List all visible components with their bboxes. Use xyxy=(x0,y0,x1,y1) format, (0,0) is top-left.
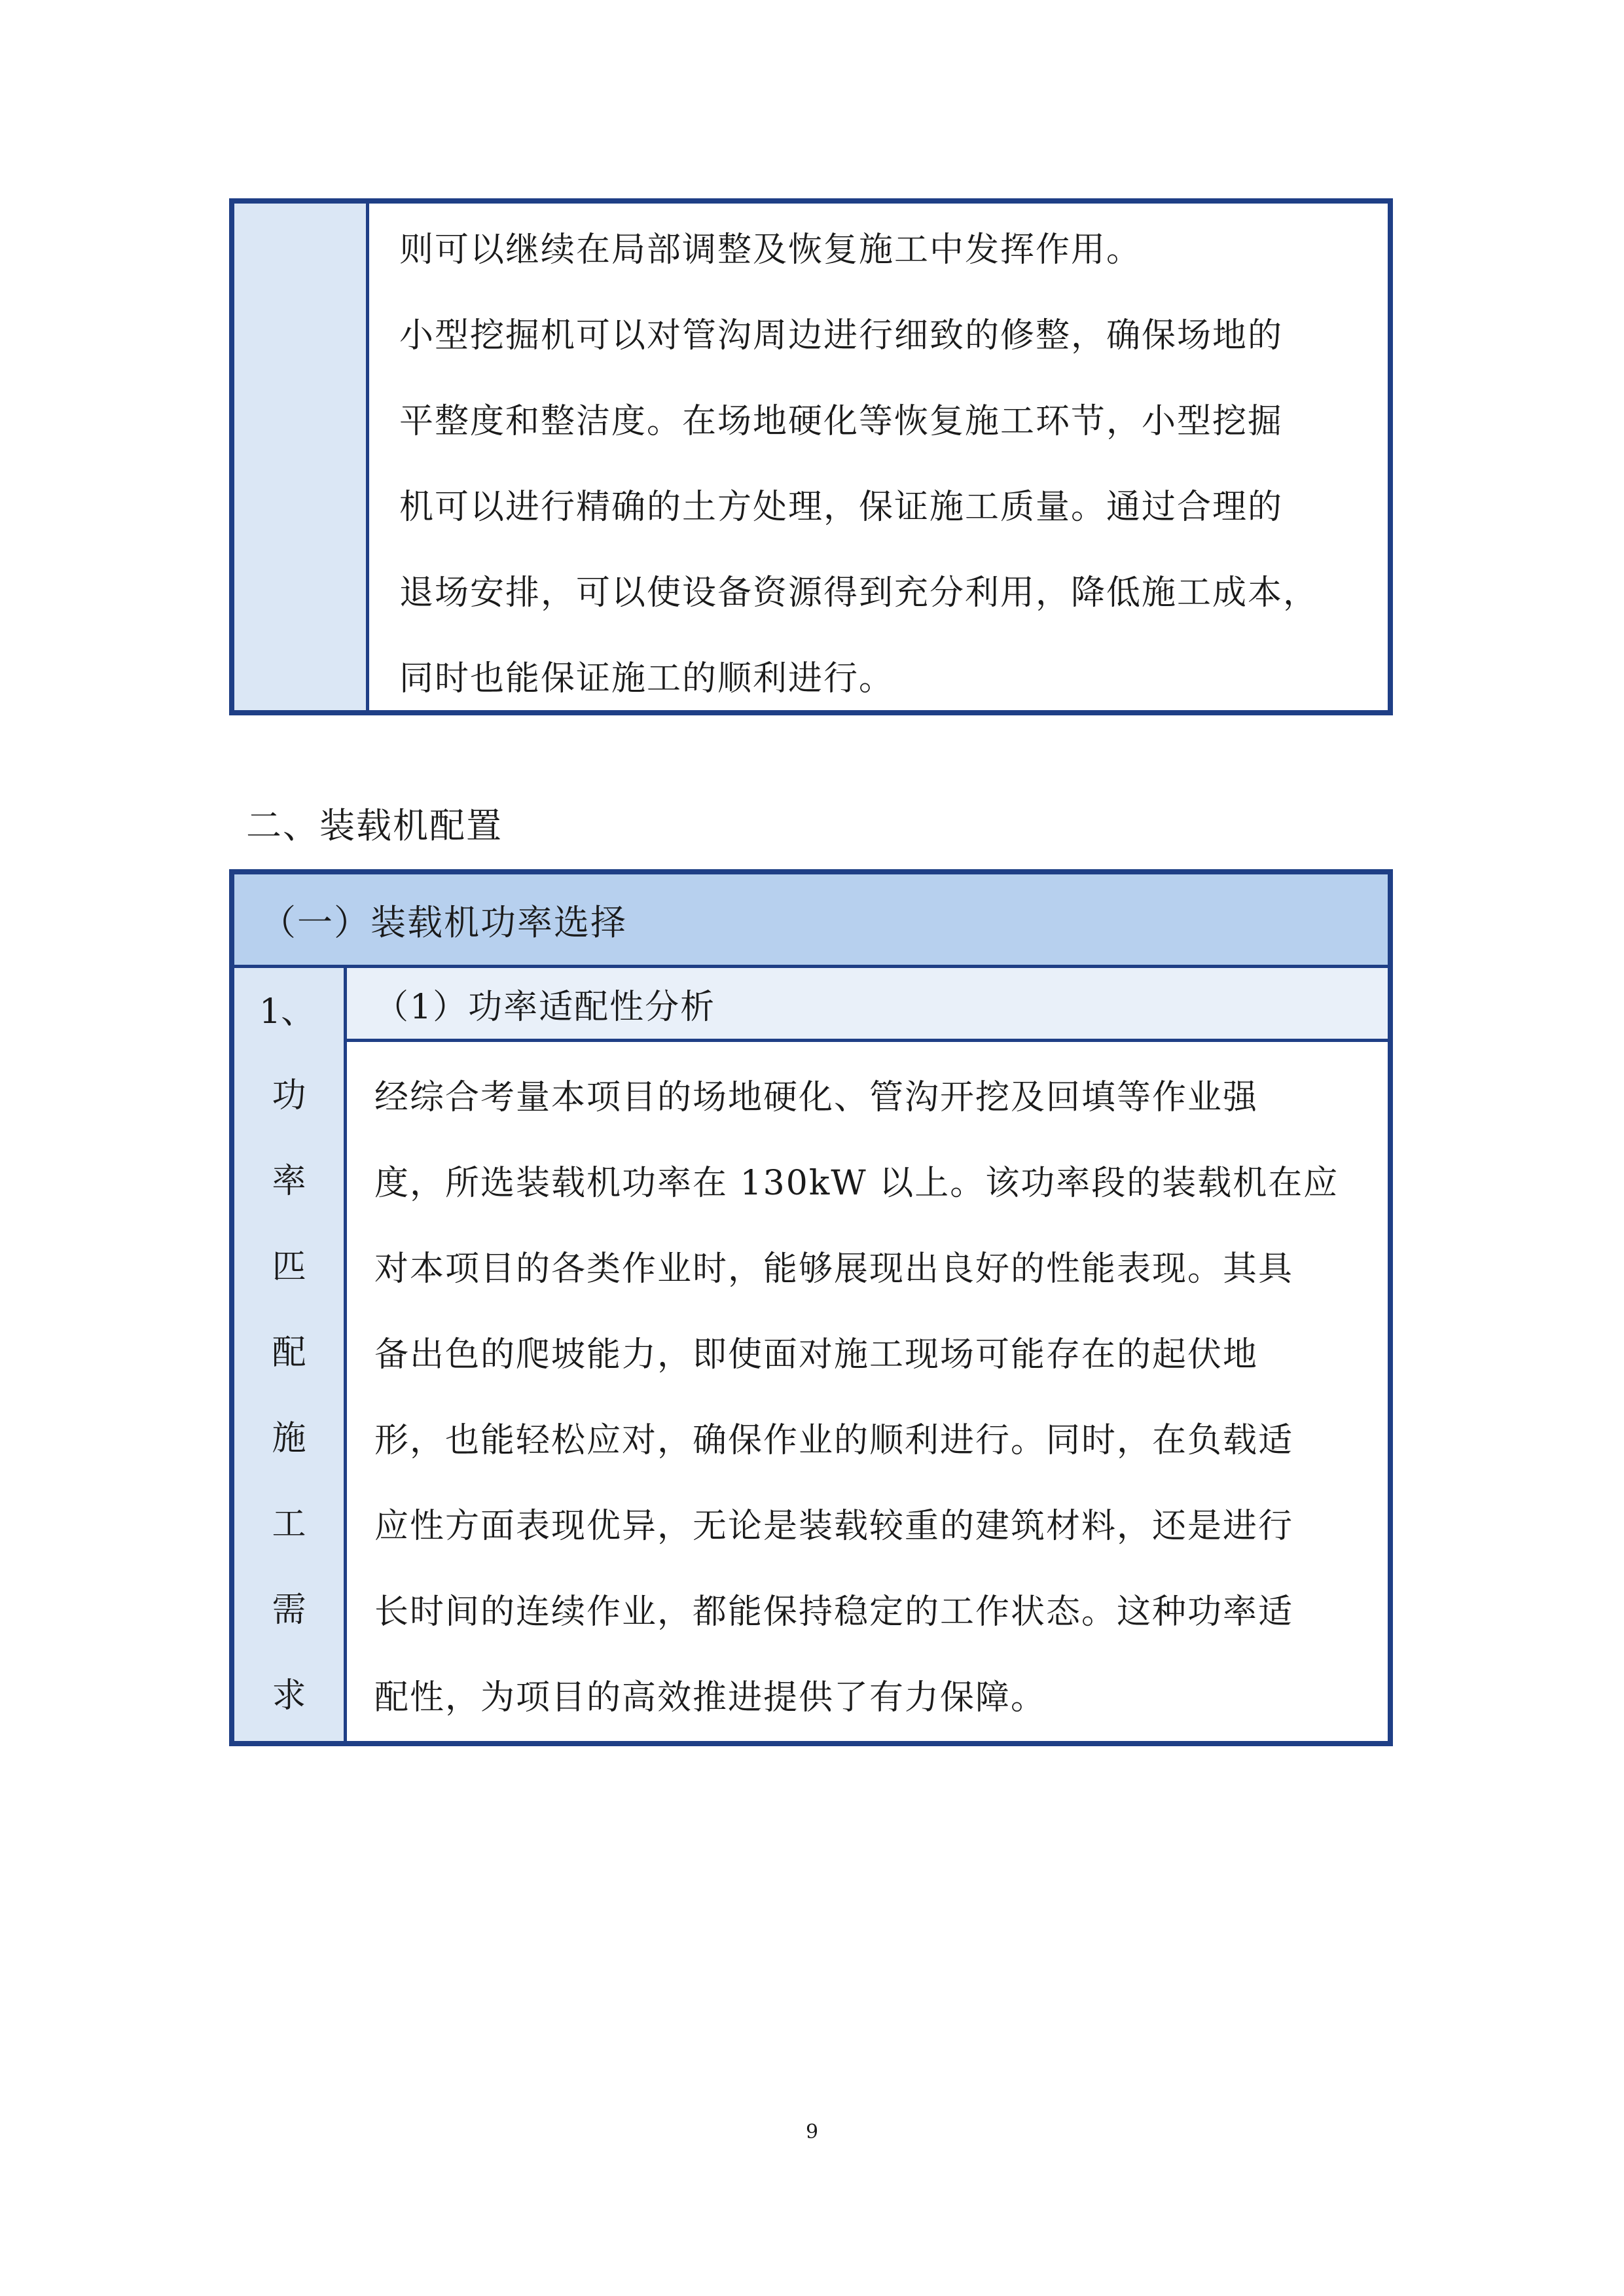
left-label-column xyxy=(234,968,347,1741)
vertical-label-char: 率 xyxy=(272,1162,306,1201)
loader-power-box xyxy=(229,869,1393,1746)
paragraph-line: 形，也能轻松应对，确保作业的顺利进行。同时，在负载适 xyxy=(374,1421,1294,1460)
vertical-label-char: 求 xyxy=(272,1676,306,1715)
paragraph-line: 平整度和整洁度。在场地硬化等恢复施工环节，小型挖掘 xyxy=(399,402,1284,441)
paragraph-line: 退场安排，可以使设备资源得到充分利用，降低施工成本， xyxy=(399,573,1319,613)
page-number: 9 xyxy=(805,2121,819,2144)
continuation-box-side-column xyxy=(234,204,369,710)
vertical-label-char: 功 xyxy=(272,1076,306,1115)
vertical-label-char: 施 xyxy=(272,1419,306,1458)
vertical-label-char: 配 xyxy=(272,1333,306,1372)
section-heading: 二、装载机配置 xyxy=(246,805,503,846)
vertical-label-char: 需 xyxy=(272,1590,306,1630)
paragraph-line: 同时也能保证施工的顺利进行。 xyxy=(399,659,895,698)
box-header: （一）装载机功率选择 xyxy=(234,874,1388,968)
paragraph-line: 小型挖掘机可以对管沟周边进行细致的修整，确保场地的 xyxy=(399,316,1284,355)
paragraph-line: 则可以继续在局部调整及恢复施工中发挥作用。 xyxy=(399,230,1142,270)
analysis-text xyxy=(347,1042,1388,1741)
paragraph-line: 长时间的连续作业，都能保持稳定的工作状态。这种功率适 xyxy=(374,1592,1294,1632)
item-number: 1、 xyxy=(259,992,316,1031)
right-content-column xyxy=(347,968,1388,1741)
vertical-label-char: 匹 xyxy=(272,1247,306,1287)
vertical-label-char: 工 xyxy=(272,1505,306,1544)
paragraph-line: 机可以进行精确的土方处理，保证施工质量。通过合理的 xyxy=(399,488,1284,527)
sub-header: （1）功率适配性分析 xyxy=(347,968,1388,1042)
paragraph-line: 经综合考量本项目的场地硬化、管沟开挖及回填等作业强 xyxy=(374,1078,1259,1117)
box-body xyxy=(234,968,1388,1741)
paragraph-line: 应性方面表现优异，无论是装载较重的建筑材料，还是进行 xyxy=(374,1507,1294,1546)
paragraph-line: 对本项目的各类作业时，能够展现出良好的性能表现。其具 xyxy=(374,1249,1294,1289)
continuation-box-content xyxy=(369,204,1388,710)
paragraph-line: 度，所选装载机功率在 130kW 以上。该功率段的装载机在应 xyxy=(374,1164,1339,1203)
paragraph-line: 备出色的爬坡能力，即使面对施工现场可能存在的起伏地 xyxy=(374,1335,1259,1374)
continuation-box xyxy=(229,198,1393,715)
paragraph-line: 配性，为项目的高效推进提供了有力保障。 xyxy=(374,1678,1047,1717)
